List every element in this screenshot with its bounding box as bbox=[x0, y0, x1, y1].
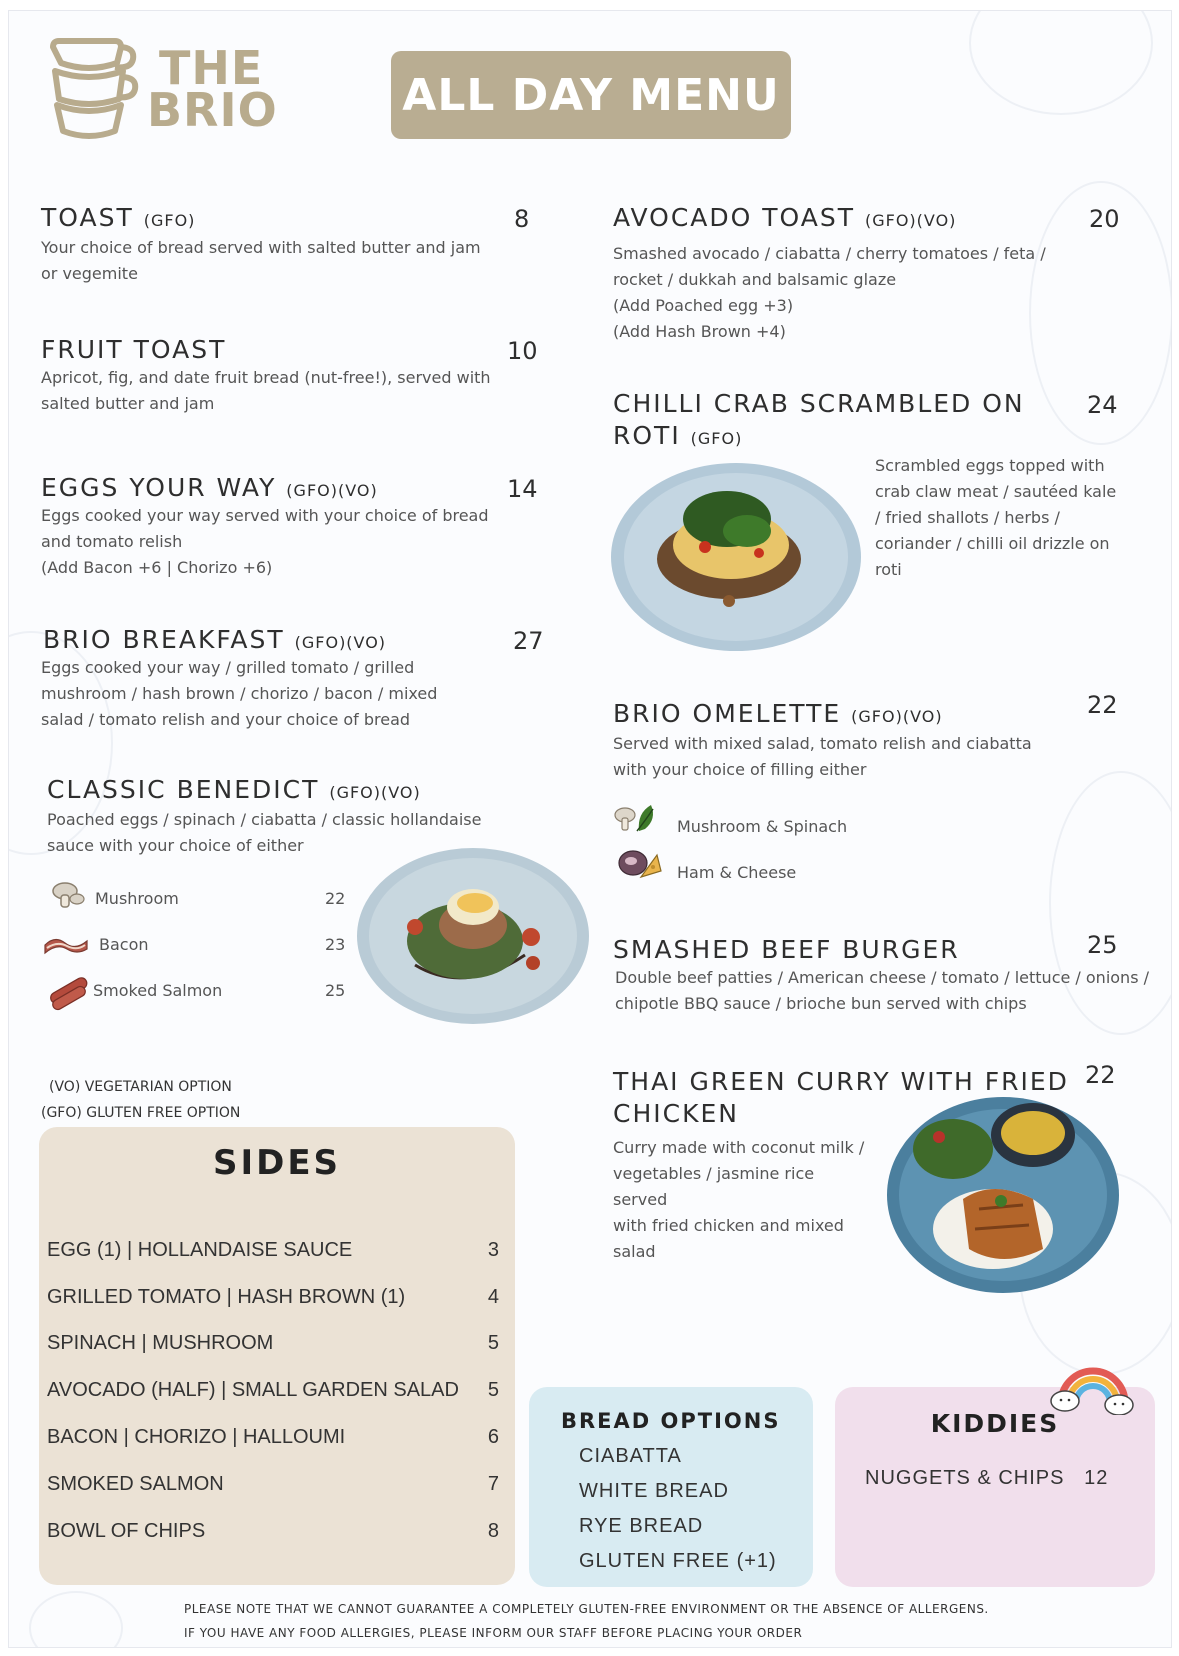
menu-item-description: Scrambled eggs topped with crab claw meat / sautéed kale / fried shallots / herbs / coriander / chilli oil drizzle on roti bbox=[875, 456, 1117, 579]
menu-item-price: 27 bbox=[513, 627, 544, 655]
sausage-icon bbox=[47, 971, 91, 1015]
menu-item-description: Apricot, fig, and date fruit bread (nut-free!), served with salted butter and jam bbox=[41, 368, 491, 413]
brand-name-line2: BRIO bbox=[147, 83, 278, 137]
menu-item-description: Served with mixed salad, tomato relish and ciabatta with your choice of filling either bbox=[613, 734, 1032, 779]
benedict-option-price: 22 bbox=[325, 889, 346, 908]
bread-option: GLUTEN FREE (+1) bbox=[579, 1550, 777, 1572]
menu-item-title: AVOCADO TOAST (GFO)(VO) bbox=[613, 203, 957, 232]
benedict-option-price: 23 bbox=[325, 935, 346, 954]
side-item: BOWL OF CHIPS 8 bbox=[47, 1520, 499, 1542]
menu-item-price: 14 bbox=[507, 475, 538, 503]
menu-item-price: 10 bbox=[507, 337, 538, 365]
kiddies-title: KIDDIES bbox=[930, 1409, 1060, 1438]
chilli-crab-roti-photo bbox=[609, 459, 863, 659]
omelette-option-label: Ham & Cheese bbox=[677, 863, 797, 882]
side-item: SMOKED SALMON 7 bbox=[47, 1473, 499, 1495]
menu-item-title: CHILLI CRAB SCRAMBLED ON bbox=[613, 389, 1025, 418]
menu-item-price: 8 bbox=[514, 205, 530, 233]
side-item: GRILLED TOMATO | HASH BROWN (1) 4 bbox=[47, 1286, 499, 1308]
benedict-option-label: Bacon bbox=[99, 935, 149, 954]
menu-item-price: 22 bbox=[1087, 691, 1118, 719]
menu-item-description: Eggs cooked your way served with your choice of bread and tomato relish (Add Bacon +6 | Chorizo +6) bbox=[41, 506, 489, 577]
benedict-option-label: Mushroom bbox=[95, 889, 179, 908]
menu-item-description: Poached eggs / spinach / ciabatta / classic hollandaise sauce with your choice of either bbox=[47, 810, 482, 855]
side-item: SPINACH | MUSHROOM 5 bbox=[47, 1332, 499, 1354]
sides-title: SIDES bbox=[212, 1143, 342, 1183]
menu-title: ALL DAY MENU bbox=[402, 69, 780, 121]
legend-gluten-free: (GFO) GLUTEN FREE OPTION bbox=[41, 1105, 241, 1121]
allergen-notice-line1: PLEASE NOTE THAT WE CANNOT GUARANTEE A COMPLETELY GLUTEN-FREE ENVIRONMENT OR THE ABSENCE OF ALLERGENS. bbox=[184, 1602, 989, 1616]
thai-green-curry-photo bbox=[883, 1089, 1123, 1301]
sides-panel bbox=[39, 1127, 515, 1585]
menu-item-description: Double beef patties / American cheese / tomato / lettuce / onions / chipotle BBQ sauce / brioche bun served with chips bbox=[615, 968, 1150, 1013]
menu-item-title: FRUIT TOAST bbox=[41, 335, 227, 364]
menu-item-description: Curry made with coconut milk / vegetables / jasmine rice served with fried chicken and mixed salad bbox=[613, 1138, 865, 1261]
menu-banner bbox=[391, 51, 791, 139]
allergen-notice-line2: IF YOU HAVE ANY FOOD ALLERGIES, PLEASE INFORM OUR STAFF BEFORE PLACING YOUR ORDER bbox=[184, 1626, 803, 1640]
menu-item-title: TOAST (GFO) bbox=[41, 203, 196, 232]
menu-item-title: EGGS YOUR WAY (GFO)(VO) bbox=[41, 473, 378, 502]
menu-item-description: Smashed avocado / ciabatta / cherry tomatoes / feta / rocket / dukkah and balsamic glaze (Add Poached egg +3) (Add Hash Brown +4) bbox=[613, 244, 1046, 341]
background-swirl bbox=[969, 10, 1153, 115]
eggs-benedict-photo bbox=[355, 845, 591, 1031]
brand-name-line1: THE bbox=[159, 41, 264, 95]
menu-item-description: Eggs cooked your way / grilled tomato / grilled mushroom / hash brown / chorizo / bacon / mixed salad / tomato relish and your choice of bread bbox=[41, 658, 438, 729]
menu-item-price: 25 bbox=[1087, 931, 1118, 959]
rainbow-icon bbox=[1049, 1355, 1137, 1419]
bread-options-title: BREAD OPTIONS bbox=[561, 1409, 781, 1433]
bread-option: CIABATTA bbox=[579, 1445, 682, 1467]
menu-item-title-continued: CHICKEN bbox=[613, 1099, 739, 1128]
menu-item-price: 24 bbox=[1087, 391, 1118, 419]
benedict-option-price: 25 bbox=[325, 981, 346, 1000]
menu-page bbox=[8, 10, 1172, 1648]
background-swirl bbox=[29, 1591, 123, 1648]
legend-vegetarian: (VO) VEGETARIAN OPTION bbox=[49, 1079, 232, 1095]
brand-logo bbox=[39, 33, 139, 147]
cup-stack-icon bbox=[39, 33, 139, 143]
benedict-option-label: Smoked Salmon bbox=[93, 981, 223, 1000]
menu-item-title: SMASHED BEEF BURGER bbox=[613, 935, 960, 964]
menu-item-title: THAI GREEN CURRY WITH FRIED bbox=[613, 1067, 1069, 1096]
side-item: AVOCADO (HALF) | SMALL GARDEN SALAD 5 bbox=[47, 1379, 499, 1401]
side-item: BACON | CHORIZO | HALLOUMI 6 bbox=[47, 1426, 499, 1448]
menu-item-description: Your choice of bread served with salted butter and jam or vegemite bbox=[41, 238, 481, 283]
kiddies-item: NUGGETS & CHIPS 12 bbox=[865, 1467, 1109, 1489]
side-item: EGG (1) | HOLLANDAISE SAUCE 3 bbox=[47, 1239, 499, 1261]
menu-item-price: 22 bbox=[1085, 1061, 1116, 1089]
bread-option: WHITE BREAD bbox=[579, 1480, 729, 1502]
menu-item-title: BRIO OMELETTE (GFO)(VO) bbox=[613, 699, 943, 728]
omelette-option-label: Mushroom & Spinach bbox=[677, 817, 848, 836]
menu-item-price: 20 bbox=[1089, 205, 1120, 233]
mushroom-spinach-icon bbox=[613, 801, 659, 841]
bacon-icon bbox=[43, 931, 89, 965]
menu-item-title: CLASSIC BENEDICT (GFO)(VO) bbox=[47, 775, 421, 804]
menu-item-title: BRIO BREAKFAST (GFO)(VO) bbox=[43, 625, 387, 654]
menu-item-title-continued: ROTI (GFO) bbox=[613, 421, 743, 450]
bread-option: RYE BREAD bbox=[579, 1515, 704, 1537]
mushroom-icon bbox=[51, 881, 85, 915]
bread-options-panel bbox=[529, 1387, 813, 1587]
ham-cheese-icon bbox=[617, 847, 665, 885]
